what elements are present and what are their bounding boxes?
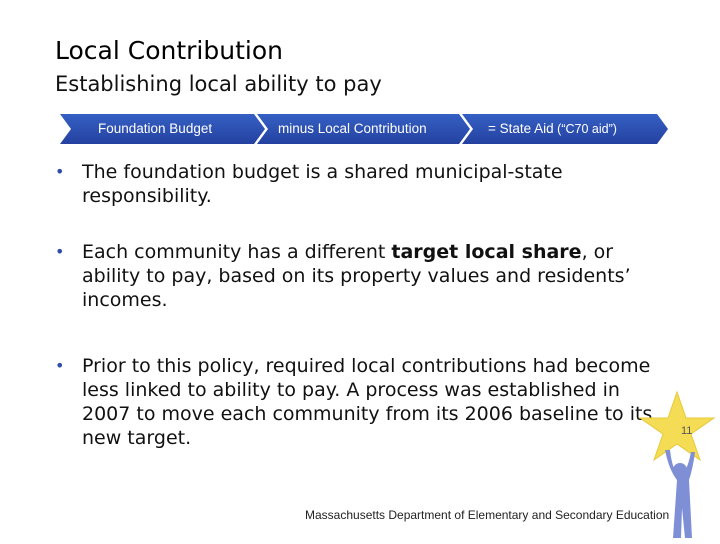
process-step-label-note: (“C70 aid”) — [553, 122, 617, 136]
page-number: 11 — [681, 425, 693, 437]
bullet-dot: • — [55, 242, 65, 261]
bullet-item — [55, 354, 665, 450]
process-step-label: minus Local Contribution — [278, 121, 427, 136]
bullet-item — [55, 240, 665, 312]
bullet-text: The foundation budget is a shared municipal-state responsibility. — [82, 161, 563, 207]
process-step-foundation-budget — [60, 114, 265, 144]
slide-subtitle: Establishing local ability to pay — [55, 72, 382, 96]
bullet-text-after: , or ability to pay, based on its property values and residents’ incomes. — [82, 241, 631, 311]
footer-text: Massachusetts Department of Elementary and Secondary Education — [305, 508, 670, 522]
bullet-item — [55, 160, 665, 208]
process-step-state-aid — [462, 114, 668, 144]
bullet-dot: • — [55, 162, 65, 181]
process-step-label: Foundation Budget — [98, 121, 213, 136]
bullet-text-bold: target local share — [391, 241, 582, 263]
process-step-label — [488, 114, 617, 144]
bullet-text-before: Each community has a different — [82, 241, 392, 263]
bullet-list — [55, 160, 665, 478]
slide-title: Local Contribution — [55, 36, 283, 65]
process-step-local-contribution — [257, 114, 470, 144]
bullet-dot: • — [55, 356, 65, 375]
bullet-text: Prior to this policy, required local contributions had become less linked to ability to pay. A process was established in 2007 to move each community from its 2006 baseline to its new target. — [82, 355, 653, 449]
process-step-label-main: = State Aid — [488, 121, 554, 136]
